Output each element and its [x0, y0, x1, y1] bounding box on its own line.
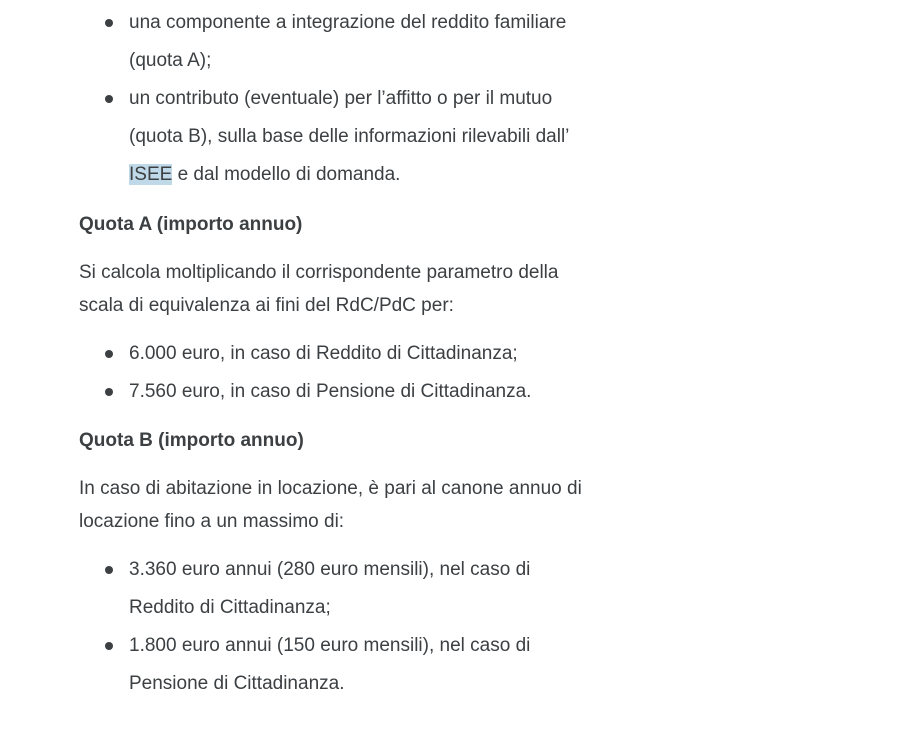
bullet-icon — [105, 350, 113, 358]
list-item-text: 7.560 euro, in caso di Pensione di Cittadinanza. — [129, 381, 532, 402]
quota-a-heading: Quota A (importo annuo) — [79, 214, 303, 235]
list-item-line: una componente a integrazione del reddito familiare — [129, 12, 567, 33]
bullet-icon — [105, 642, 113, 650]
list-item — [129, 4, 569, 80]
quota-a-list — [79, 335, 531, 411]
list-item-text: 6.000 euro, in caso di Reddito di Cittadinanza; — [129, 343, 518, 364]
list-item-line: un contributo (eventuale) per l’affitto o per il mutuo — [129, 88, 553, 109]
list-item-line: Reddito di Cittadinanza; — [129, 597, 331, 618]
paragraph-line: In caso di abitazione in locazione, è pari al canone annuo di — [79, 478, 582, 499]
list-item — [129, 335, 531, 373]
quota-b-paragraph — [79, 472, 582, 538]
list-item-line: (quota B), sulla base delle informazioni rilevabili dall’ — [129, 126, 570, 147]
quota-a-paragraph — [79, 256, 558, 322]
list-item — [129, 627, 530, 703]
list-item-line: Pensione di Cittadinanza. — [129, 673, 345, 694]
list-item — [129, 373, 531, 411]
quota-b-list — [79, 551, 530, 703]
bullet-icon — [105, 566, 113, 574]
components-list — [79, 4, 569, 194]
list-item-line: 3.360 euro annui (280 euro mensili), nel caso di — [129, 559, 531, 580]
isee-highlight: ISEE — [129, 164, 173, 185]
quota-b-heading: Quota B (importo annuo) — [79, 430, 304, 451]
list-item — [129, 80, 569, 194]
list-item-line: (quota A); — [129, 50, 212, 71]
list-item-line: e dal modello di domanda. — [172, 164, 401, 185]
bullet-icon — [105, 388, 113, 396]
paragraph-line: scala di equivalenza ai fini del RdC/PdC per: — [79, 295, 454, 316]
list-item — [129, 551, 530, 627]
list-item-line: 1.800 euro annui (150 euro mensili), nel caso di — [129, 635, 531, 656]
bullet-icon — [105, 19, 113, 27]
paragraph-line: Si calcola moltiplicando il corrispondente parametro della — [79, 262, 559, 283]
paragraph-line: locazione fino a un massimo di: — [79, 511, 345, 532]
bullet-icon — [105, 95, 113, 103]
